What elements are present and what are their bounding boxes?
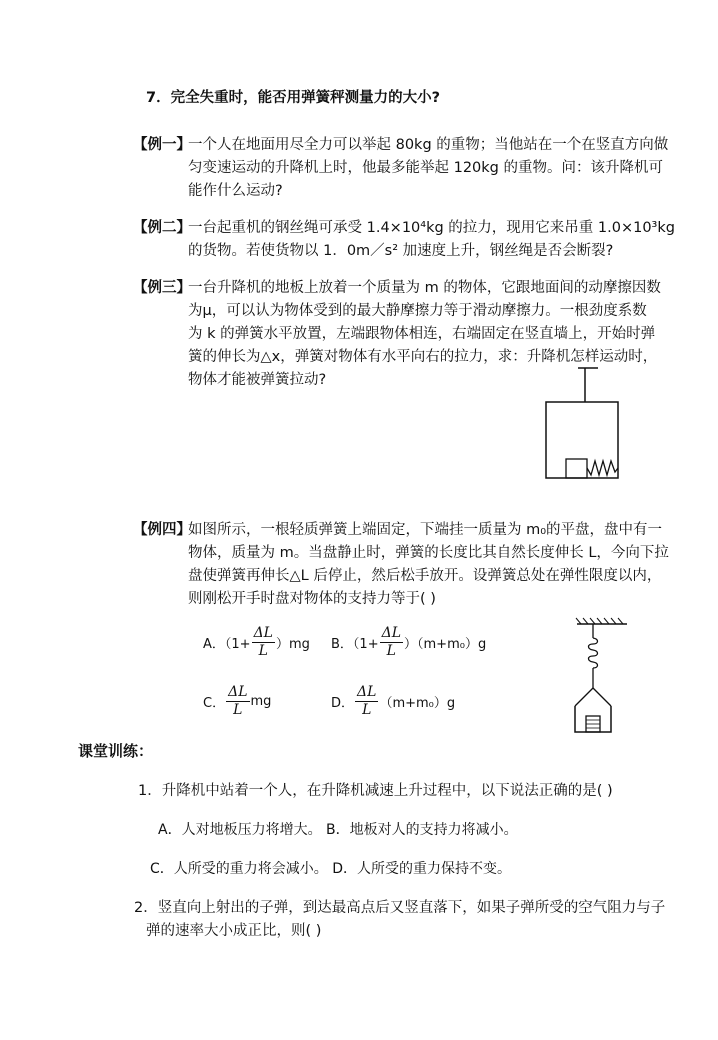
example-4-tag: 【例四】	[133, 522, 191, 538]
example-1-line-3: 能作什么运动?	[188, 183, 283, 199]
option-b-suffix: ）（m+m₀）g	[404, 636, 487, 652]
question-1-options-cd: C．人所受的重力将会减小。 D．人所受的重力保持不变。	[150, 861, 512, 877]
example-4-line-2: 物体，质量为 m。当盘静止时，弹簧的长度比其自然长度伸长 L，今向下拉	[188, 545, 669, 561]
fraction-numerator: ΔL	[381, 624, 402, 641]
example-4-line-4: 则刚松开手时盘对物体的支持力等于( )	[188, 591, 436, 607]
example-1-tag: 【例一】	[133, 137, 191, 153]
option-a-prefix: A．（1+	[203, 636, 251, 652]
option-d	[331, 679, 455, 723]
option-d-fraction	[355, 684, 378, 719]
question-2-line-1: 2．竖直向上射出的子弹，到达最高点后又竖直落下，如果子弹所受的空气阻力与子	[134, 900, 666, 916]
option-c-suffix: mg	[250, 693, 272, 709]
example-1-line-2: 匀变速运动的升降机上时，他最多能举起 120kg 的重物。问：该升降机可	[188, 160, 663, 176]
question-1-options-ab: A．人对地板压力将增大。 B．地板对人的支持力将减小。	[158, 822, 518, 838]
example-4-line-3: 盘使弹簧再伸长△L 后停止，然后松手放开。设弹簧总处在弹性限度以内，	[188, 568, 662, 584]
example-1-line-1: 一个人在地面用尽全力可以举起 80kg 的重物；当他站在一个在竖直方向做	[188, 137, 669, 153]
example-2-line-2: 的货物。若使货物以 1．0m／s² 加速度上升，钢丝绳是否会断裂?	[188, 243, 614, 259]
fraction-numerator: ΔL	[357, 683, 377, 700]
option-b	[331, 620, 486, 664]
fraction-denominator: L	[386, 642, 396, 659]
option-d-prefix: D．	[331, 695, 355, 711]
example-3-line-4: 簧的伸长为△x，弹簧对物体有水平向右的拉力，求：升降机怎样运动时，	[188, 349, 658, 365]
example-3-tag: 【例三】	[133, 280, 191, 296]
fraction-denominator: L	[258, 642, 268, 659]
example-2-tag: 【例二】	[133, 220, 191, 236]
example-4-line-1: 如图所示，一根轻质弹簧上端固定，下端挂一质量为 m₀的平盘，盘中有一	[188, 522, 663, 538]
question-2-line-2: 弹的速率大小成正比，则( )	[146, 923, 322, 939]
option-a-fraction	[252, 625, 275, 660]
example-3-line-1: 一台升降机的地板上放着一个质量为 m 的物体，它跟地面间的动摩擦因数	[188, 280, 661, 296]
option-c-fraction	[226, 684, 249, 719]
section-title: 课堂训练：	[78, 742, 154, 760]
option-c-prefix: C．	[203, 695, 226, 711]
option-a-suffix: ）mg	[275, 636, 310, 652]
example-3-line-3: 为 k 的弹簧水平放置，左端跟物体相连，右端固定在竖直墙上，开始时弹	[188, 326, 656, 342]
option-b-prefix: B．（1+	[331, 636, 379, 652]
spring-pan-figure	[571, 616, 633, 742]
option-c	[203, 679, 271, 723]
fraction-denominator: L	[233, 701, 243, 718]
option-a	[203, 620, 310, 664]
fraction-denominator: L	[362, 701, 372, 718]
question-7-title: 7．完全失重时，能否用弹簧秤测量力的大小?	[146, 90, 440, 106]
elevator-spring-figure	[535, 362, 625, 490]
option-b-fraction	[380, 625, 403, 660]
example-2-line-1: 一台起重机的钢丝绳可承受 1.4×10⁴kg 的拉力，现用它来吊重 1.0×10³kg	[188, 220, 675, 236]
example-3-line-2: 为μ，可以认为物体受到的最大静摩擦力等于滑动摩擦力。一根劲度系数	[188, 303, 647, 319]
fraction-numerator: ΔL	[253, 624, 273, 641]
example-3-line-5: 物体才能被弹簧拉动?	[188, 372, 327, 388]
fraction-numerator: ΔL	[228, 683, 248, 700]
question-1-stem: 1．升降机中站着一个人，在升降机减速上升过程中，以下说法正确的是( )	[138, 783, 613, 799]
option-d-suffix: （m+m₀）g	[379, 695, 456, 711]
